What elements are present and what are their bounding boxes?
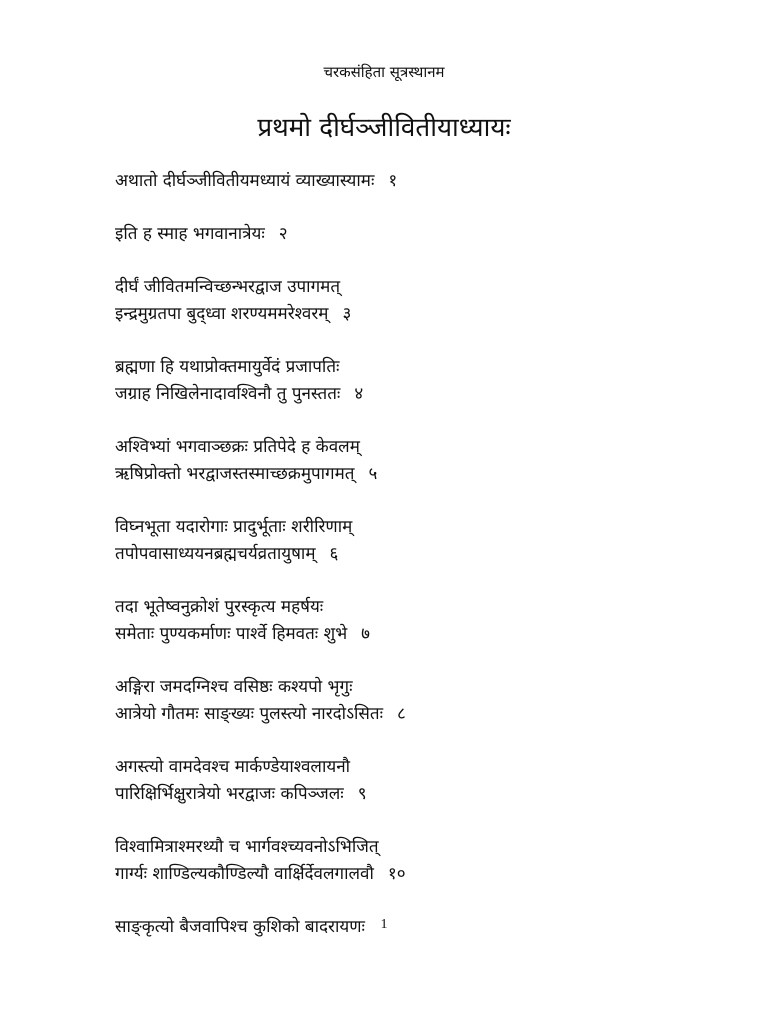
verse-text: विश्वामित्राश्मरथ्यौ च भार्गवश्च्यवनोऽभिजित् xyxy=(115,837,379,857)
verse-line xyxy=(115,381,735,408)
verse-number: ८ xyxy=(397,704,406,724)
verse-text: ब्रह्मणा हि यथाप्रोक्तमायुर्वेदं प्रजापतिः xyxy=(115,357,340,377)
verse-line xyxy=(115,434,735,461)
verse-line xyxy=(115,861,735,888)
verse-line xyxy=(115,514,735,541)
verse-text: अथातो दीर्घञ्जीवितीयमध्यायं व्याख्यास्यामः xyxy=(115,171,375,191)
verse-block xyxy=(115,354,735,408)
verse-number: ३ xyxy=(342,304,352,324)
verse-block xyxy=(115,674,735,728)
verse-number: १ xyxy=(388,171,398,191)
verse-line xyxy=(115,461,735,488)
verse-text: अश्विभ्यां भगवाञ्छक्रः प्रतिपेदे ह केवलम् xyxy=(115,437,360,457)
verse-text: तदा भूतेष्वनुक्रोशं पुरस्कृत्य महर्षयः xyxy=(115,597,324,617)
verse-list xyxy=(115,168,735,967)
verse-text: साङ्कृत्यो बैजवापिश्च कुशिको बादरायणः xyxy=(115,917,365,937)
verse-text: दीर्घं जीवितमन्विच्छन्भरद्वाज उपागमत् xyxy=(115,277,341,297)
verse-block xyxy=(115,834,735,888)
verse-text: गार्ग्यः शाण्डिल्यकौण्डिल्यौ वार्क्षिर्देवलगालवौ xyxy=(115,864,374,884)
verse-block xyxy=(115,221,735,248)
verse-block xyxy=(115,594,735,648)
verse-line xyxy=(115,221,735,248)
verse-number: ७ xyxy=(361,624,371,644)
verse-block xyxy=(115,168,735,195)
verse-number: १० xyxy=(387,864,406,884)
verse-text: तपोपवासाध्ययनब्रह्मचर्यव्रतायुषाम् xyxy=(115,544,316,564)
verse-line xyxy=(115,168,735,195)
verse-block xyxy=(115,274,735,328)
verse-number: ९ xyxy=(357,784,367,804)
verse-text: इन्द्रमुग्रतपा बुद्ध्वा शरण्यममरेश्वरम् xyxy=(115,304,329,324)
verse-line xyxy=(115,621,735,648)
verse-line xyxy=(115,301,735,328)
running-header: चरकसंहिता सूत्रस्थानम xyxy=(323,63,445,81)
verse-text: अङ्गिरा जमदग्निश्च वसिष्ठः कश्यपो भृगुः xyxy=(115,677,353,697)
chapter-title: प्रथमो दीर्घञ्जीवितीयाध्यायः xyxy=(257,113,511,143)
verse-text: इति ह स्माह भगवानात्रेयः xyxy=(115,224,265,244)
verse-text: पारिक्षिर्भिक्षुरात्रेयो भरद्वाजः कपिञ्जलः xyxy=(115,784,344,804)
verse-text: आत्रेयो गौतमः साङ्ख्यः पुलस्त्यो नारदोऽसितः xyxy=(115,704,384,724)
verse-block xyxy=(115,754,735,808)
verse-line xyxy=(115,594,735,621)
verse-number: २ xyxy=(278,224,288,244)
verse-line xyxy=(115,701,735,728)
verse-block xyxy=(115,514,735,568)
verse-line xyxy=(115,541,735,568)
verse-number: ६ xyxy=(329,544,339,564)
verse-line xyxy=(115,674,735,701)
verse-text: समेताः पुण्यकर्माणः पार्श्वे हिमवतः शुभे xyxy=(115,624,348,644)
verse-text: विघ्नभूता यदारोगाः प्रादुर्भूताः शरीरिणाम् xyxy=(115,517,353,537)
verse-line xyxy=(115,834,735,861)
verse-number: ५ xyxy=(368,464,378,484)
verse-text: जग्राह निखिलेनादावश्विनौ तु पुनस्ततः xyxy=(115,384,341,404)
verse-block xyxy=(115,434,735,488)
verse-line xyxy=(115,274,735,301)
page-number: 1 xyxy=(380,917,388,932)
verse-line xyxy=(115,354,735,381)
verse-text: अगस्त्यो वामदेवश्च मार्कण्डेयाश्वलायनौ xyxy=(115,757,351,777)
verse-line xyxy=(115,781,735,808)
verse-line xyxy=(115,754,735,781)
verse-text: ऋषिप्रोक्तो भरद्वाजस्तस्माच्छक्रमुपागमत् xyxy=(115,464,355,484)
verse-number: ४ xyxy=(354,384,364,404)
